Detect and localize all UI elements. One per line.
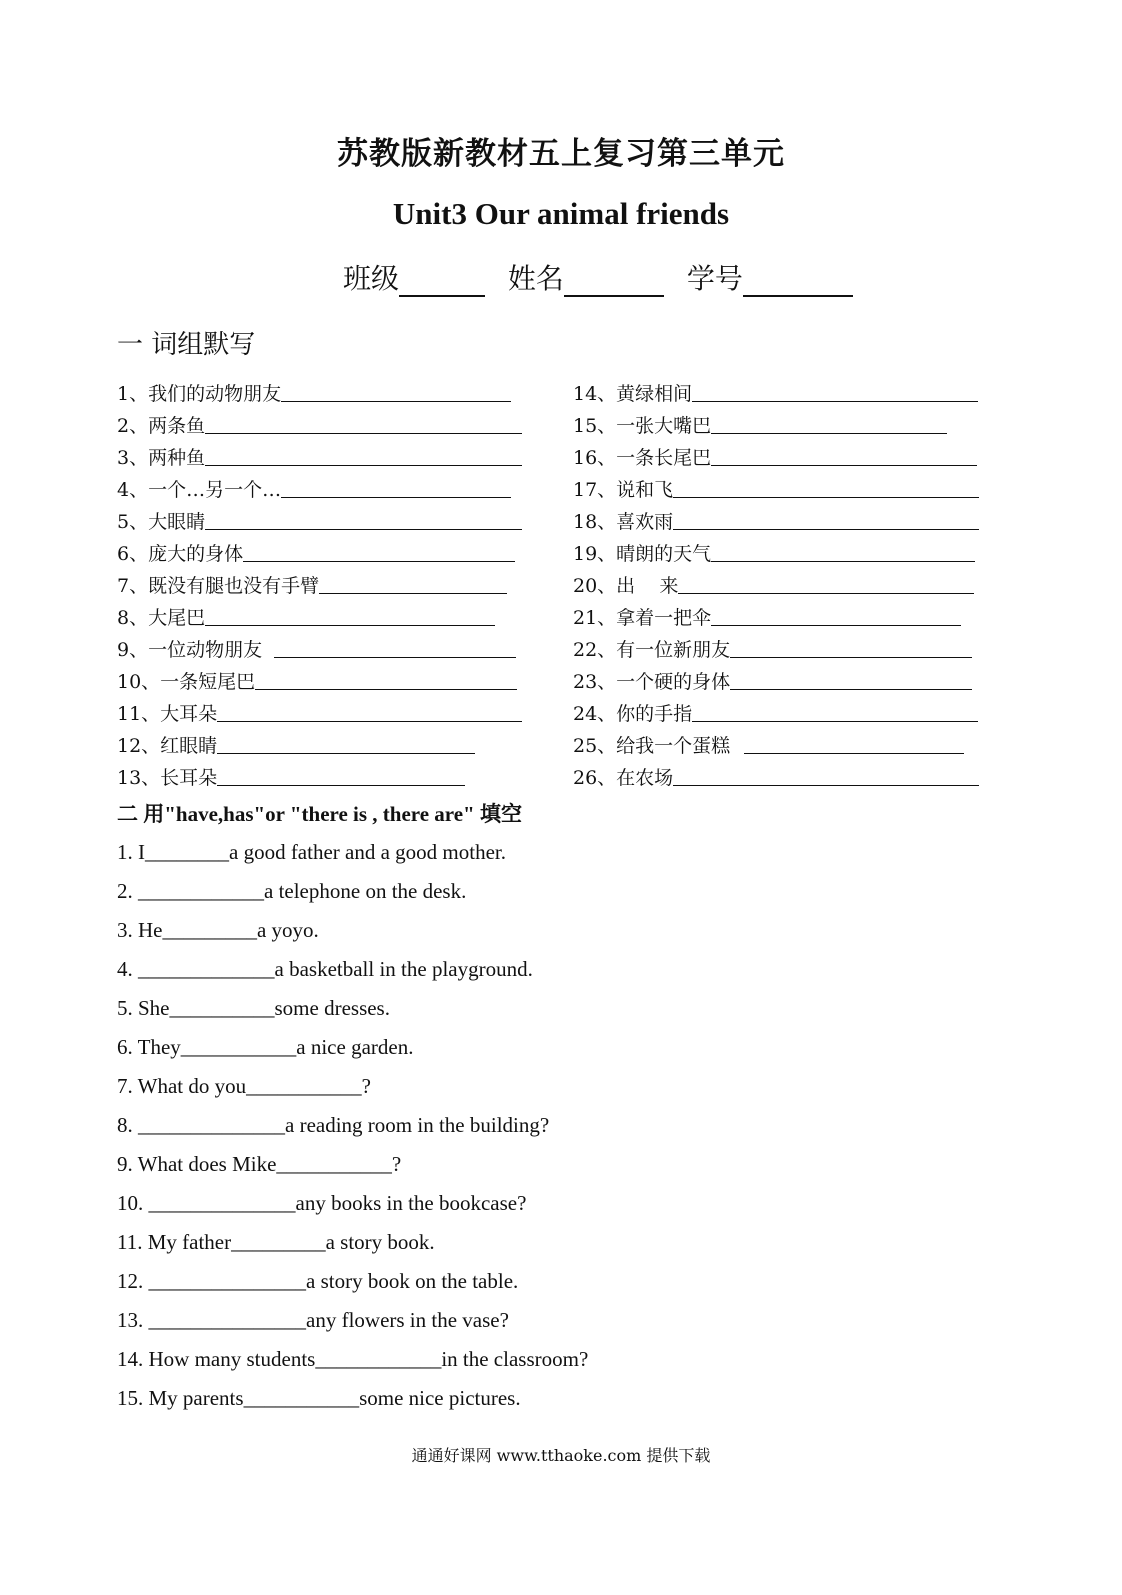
phrase-item: 20、出 来 — [573, 566, 993, 598]
sentence-item: 6. They___________a nice garden. — [117, 1035, 414, 1059]
sentence-item: 14. How many students____________in the classroom? — [117, 1347, 589, 1371]
sentence-item: 11. My father_________a story book. — [117, 1230, 435, 1254]
sentence-item: 12. _______________a story book on the table. — [117, 1269, 519, 1293]
phrase-item: 25、给我一个蛋糕 — [573, 726, 993, 758]
answer-blank — [205, 605, 495, 626]
sentence-item: 4. _____________a basketball in the playground. — [117, 957, 533, 981]
phrase-item: 23、一个硬的身体 — [573, 662, 993, 694]
sentence-item: 10. ______________any books in the bookcase? — [117, 1191, 527, 1215]
sentence-item: 7. What do you___________? — [117, 1074, 371, 1098]
class-label: 班级 — [343, 262, 400, 295]
number-blank — [743, 263, 853, 297]
phrase-item: 21、拿着一把伞 — [573, 598, 993, 630]
answer-blank — [281, 477, 511, 498]
name-label: 姓名 — [507, 262, 564, 295]
answer-blank — [711, 605, 961, 626]
right-phrase-column — [573, 374, 993, 790]
phrase-item: 7、既没有腿也没有手臂 — [117, 566, 537, 598]
sentence-item: 1. I________a good father and a good mother. — [117, 840, 506, 864]
phrase-item: 26、在农场 — [573, 758, 993, 790]
answer-blank — [217, 733, 475, 754]
number-label: 学号 — [686, 262, 743, 295]
page-subtitle: Unit3 Our animal friends — [392, 196, 730, 231]
answer-blank — [205, 413, 522, 434]
phrase-item: 1、我们的动物朋友 — [117, 374, 537, 406]
answer-blank — [673, 765, 979, 786]
answer-blank — [243, 541, 515, 562]
phrase-item: 3、两种鱼 — [117, 438, 537, 470]
footer-credit: 通通好课网 www.tthaoke.com 提供下载 — [411, 1446, 711, 1465]
answer-blank — [692, 381, 978, 402]
phrase-item: 24、你的手指 — [573, 694, 993, 726]
fill-in-sentences — [117, 837, 588, 1422]
answer-blank — [692, 701, 978, 722]
class-blank — [399, 263, 485, 297]
section2-heading: 二 用"have,has"or "there is , there are" 填空 — [117, 802, 522, 826]
phrase-item: 6、庞大的身体 — [117, 534, 537, 566]
answer-blank — [319, 573, 507, 594]
answer-blank — [673, 509, 979, 530]
phrase-item: 13、长耳朵 — [117, 758, 537, 790]
answer-blank — [274, 637, 516, 658]
phrase-item: 5、大眼睛 — [117, 502, 537, 534]
phrase-item: 12、红眼睛 — [117, 726, 537, 758]
section1-heading: 一 词组默写 — [117, 330, 256, 360]
phrase-item: 2、两条鱼 — [117, 406, 537, 438]
phrase-item: 16、一条长尾巴 — [573, 438, 993, 470]
sentence-item: 15. My parents___________some nice pictures. — [117, 1386, 521, 1410]
sentence-item: 13. _______________any flowers in the vase? — [117, 1308, 509, 1332]
answer-blank — [205, 445, 522, 466]
phrase-item: 10、一条短尾巴 — [117, 662, 537, 694]
name-blank — [564, 263, 664, 297]
answer-blank — [217, 765, 465, 786]
answer-blank — [730, 669, 972, 690]
sentence-item: 3. He_________a yoyo. — [117, 918, 319, 942]
answer-blank — [673, 477, 979, 498]
phrase-item: 4、一个…另一个… — [117, 470, 537, 502]
phrase-item: 14、黄绿相间 — [573, 374, 993, 406]
sentence-item: 9. What does Mike___________? — [117, 1152, 402, 1176]
sentence-item: 8. ______________a reading room in the building? — [117, 1113, 550, 1137]
answer-blank — [711, 445, 977, 466]
phrase-item: 18、喜欢雨 — [573, 502, 993, 534]
answer-blank — [217, 701, 522, 722]
answer-blank — [205, 509, 522, 530]
student-info-row — [343, 257, 867, 297]
page-title: 苏教版新教材五上复习第三单元 — [337, 136, 785, 172]
answer-blank — [744, 733, 964, 754]
phrase-item: 15、一张大嘴巴 — [573, 406, 993, 438]
left-phrase-column — [117, 374, 537, 790]
answer-blank — [255, 669, 517, 690]
sentence-item: 5. She__________some dresses. — [117, 996, 390, 1020]
answer-blank — [678, 573, 974, 594]
sentence-item: 2. ____________a telephone on the desk. — [117, 879, 467, 903]
answer-blank — [281, 381, 511, 402]
phrase-item: 9、一位动物朋友 — [117, 630, 537, 662]
answer-blank — [730, 637, 972, 658]
phrase-item: 11、大耳朵 — [117, 694, 537, 726]
phrase-item: 19、晴朗的天气 — [573, 534, 993, 566]
phrase-item: 8、大尾巴 — [117, 598, 537, 630]
phrase-item: 22、有一位新朋友 — [573, 630, 993, 662]
phrase-item: 17、说和飞 — [573, 470, 993, 502]
answer-blank — [711, 413, 947, 434]
answer-blank — [711, 541, 975, 562]
